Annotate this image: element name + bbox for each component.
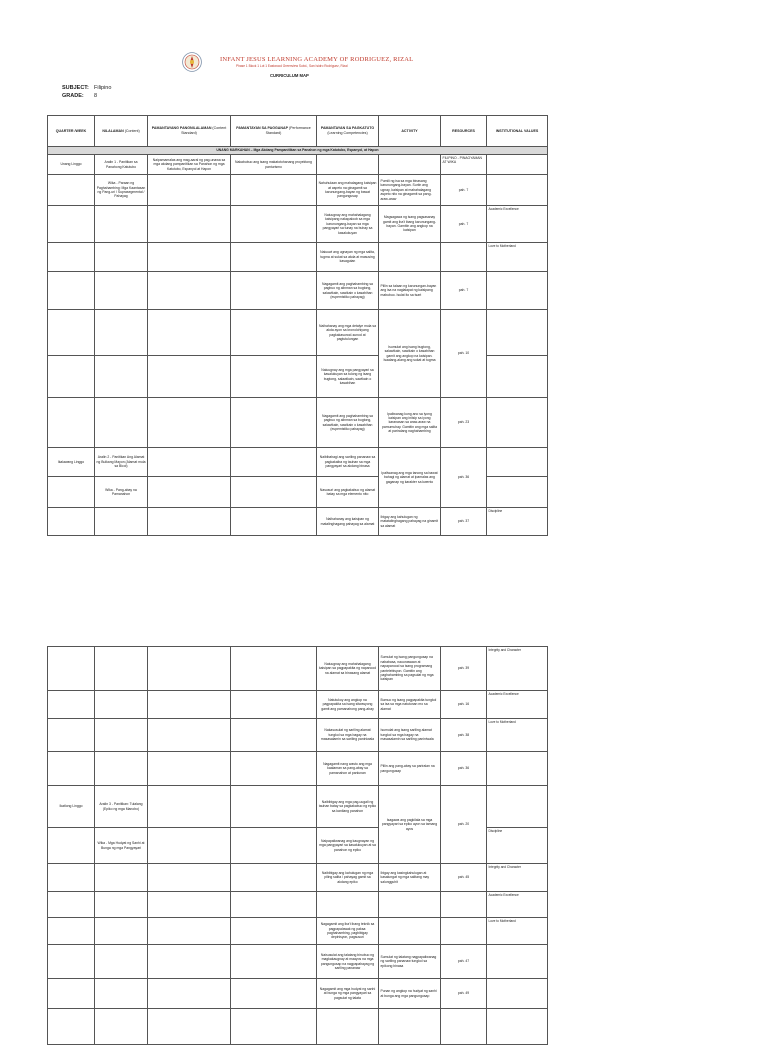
learning-cell: Nagagamit ang paghahambing sa pagbuo ng alinman sa bugtong, salawikain, sawikain o kasabihan (eupemistiko pahayag)	[317, 398, 379, 448]
curriculum-table-2	[47, 646, 548, 1045]
values-cell: Love to Motherland	[487, 243, 548, 272]
content-standard-cell	[148, 243, 231, 272]
resources-cell: pah. 36	[441, 752, 487, 786]
learning-cell: Naisusulat ang talatang binubuo ng magkakaugnay at maayos na mga pangungusap na nagpapahayag ng sariling pananaw	[317, 945, 379, 979]
table-row	[48, 508, 548, 536]
quarter-cell	[48, 691, 95, 719]
activity-cell: Isagawa ang pagkilala sa mga pangyayari sa epiko ayon sa tamang ayos	[379, 786, 441, 864]
values-cell	[487, 175, 548, 206]
content-standard-cell	[148, 310, 231, 356]
values-cell	[487, 272, 548, 310]
performance-cell	[231, 206, 317, 243]
subject-row	[62, 85, 111, 91]
content-standard-cell	[148, 647, 231, 691]
activity-cell	[379, 892, 441, 918]
performance-cell	[231, 752, 317, 786]
resources-cell: pah. 7	[441, 272, 487, 310]
table-row	[48, 1009, 548, 1045]
performance-cell	[231, 508, 317, 536]
content-standard-cell	[148, 945, 231, 979]
values-cell: Love to Motherland	[487, 719, 548, 752]
learning-cell: Naipapaliwanag ang kaugnayan ng mga pangyayari sa kasalukuyan at sa panahon ng epiko	[317, 828, 379, 864]
table-row	[48, 945, 548, 979]
table-row	[48, 691, 548, 719]
resources-cell: pah. 7	[441, 206, 487, 243]
col-content: NILALAMAN (Content)	[95, 116, 148, 147]
performance-cell	[231, 918, 317, 945]
quarter-cell	[48, 477, 95, 508]
school-name: INFANT JESUS LEARNING ACADEMY OF RODRIGUEZ, RIZAL	[220, 56, 414, 63]
resources-cell: pah. 10	[441, 310, 487, 398]
subject-label: SUBJECT:	[62, 85, 89, 91]
content-standard-cell	[148, 1009, 231, 1045]
resources-cell: FILIPINO - PINAGYAMAN AT WIKA	[441, 155, 487, 175]
learning-cell: Nagagamit ang mga hudyat ng sanhi at bunga ng mga pangyayari sa pagsulat ng talata	[317, 979, 379, 1009]
resources-cell: pah. 20	[441, 786, 487, 864]
resources-cell	[441, 892, 487, 918]
col-quarter: QUARTER /WEEK	[48, 116, 95, 147]
values-cell	[487, 398, 548, 448]
activity-cell: Isumulat ang isang bugtong, salawikain, sawikain o kasabihan gamit ang angkop na kaisipan. Isaalang-alang ang sukat at tugma	[379, 310, 441, 398]
table-row	[48, 647, 548, 691]
learning-cell	[317, 1009, 379, 1045]
activity-cell: Ipaliwanag kung ano sa iyong kaisipan ang iniisip sa iyong karanasan sa araw-araw na pamumuhay. Gamitin ang mga salita at pariralang naghahambing	[379, 398, 441, 448]
content-cell: Aralin 2 - Panitikan Ang Alamat ng Bulkang Mayon (Alamat mula sa Bicol)	[95, 448, 148, 477]
performance-cell	[231, 356, 317, 398]
activity-cell: Isumulat ang isang sariling alamat tungkol sa mga bagay na masasalamin sa sariling paniniwala	[379, 719, 441, 752]
content-standard-cell	[148, 175, 231, 206]
content-standard-cell	[148, 918, 231, 945]
activity-cell: Pillin ang pang-abay sa pariralan na pangungusap	[379, 752, 441, 786]
content-cell	[95, 356, 148, 398]
values-cell	[487, 1009, 548, 1045]
grade-value: 8	[94, 93, 98, 99]
resources-cell: pah. 36	[441, 448, 487, 508]
resources-cell	[441, 1009, 487, 1045]
table-row	[48, 864, 548, 892]
learning-cell: Naihahanay ang mga detalye mula sa akda ayon sa kronolohiyang pagkakasunod-sunod at pagtutulungan	[317, 310, 379, 356]
activity-cell: Sumulat ng talatang nagpapaliwanag ng sariling pananaw tungkol sa epikong binasa	[379, 945, 441, 979]
activity-cell: Ibigay ang kahulugan ng matatalinghagang pahayag na ginamit sa alamat	[379, 508, 441, 536]
content-cell	[95, 272, 148, 310]
learning-cell: Naiuugnay ang mahahalagang kaisipang nakapaloob sa mga karunungang-bayan sa mga pangyayari sa tunay na buhay sa kasalukuyan	[317, 206, 379, 243]
table-row	[48, 398, 548, 448]
values-cell: Integrity and Character	[487, 864, 548, 892]
learning-cell: Nagagamit ang paghahambing sa pagbuo ng alinman sa bugtong, salawikain, sawikain o kasabihan (eupemistiko pahayag)	[317, 272, 379, 310]
values-cell	[487, 752, 548, 786]
table-row	[48, 786, 548, 828]
activity-cell	[379, 155, 441, 175]
learning-cell: Naiuuwi ang ugnayan ng mga salita, tugma at sukat sa akda at masusing kasagutan	[317, 243, 379, 272]
table-row	[48, 155, 548, 175]
content-cell	[95, 508, 148, 536]
activity-cell: Magsagawa ng isang pagsasanay gamit ang iba't ibang karunungang-bayan. Gamitin ang angkop na kaisipan	[379, 206, 441, 243]
content-cell	[95, 398, 148, 448]
performance-cell	[231, 719, 317, 752]
content-cell: Wika - Paraan ng Paghahambing: Mga Kaantasan ng Pang-uri / Suprasegmental / Pahayag	[95, 175, 148, 206]
quarter-cell	[48, 892, 95, 918]
content-cell	[95, 945, 148, 979]
content-cell	[95, 979, 148, 1009]
content-standard-cell: Naipamamalas ang mag-aaral ng pag-unawa sa mga akdang pampanitikan sa Panahon ng mga Katutubo, Espanyol at Hapon	[148, 155, 231, 175]
values-cell	[487, 786, 548, 828]
table-row	[48, 979, 548, 1009]
content-standard-cell	[148, 864, 231, 892]
values-cell: Academic Excellence	[487, 892, 548, 918]
content-cell	[95, 243, 148, 272]
col-resources: RESOURCES	[441, 116, 487, 147]
content-cell: Aralin 1 - Panitikan sa Panahong Katutubo	[95, 155, 148, 175]
content-standard-cell	[148, 206, 231, 243]
resources-cell: pah. 7	[441, 175, 487, 206]
resources-cell: pah. 47	[441, 945, 487, 979]
resources-cell	[441, 918, 487, 945]
values-cell: Academic Excellence	[487, 691, 548, 719]
table-row	[48, 918, 548, 945]
content-standard-cell	[148, 828, 231, 864]
learning-cell: Nahuhulaan ang mahalagang kaisipan at aspeto na ginagamit sa karunungang-bayan ng bawat pangungusap	[317, 175, 379, 206]
resources-cell	[441, 243, 487, 272]
activity-cell: Sumulat ng isang pangungusap na nababasa, nauunawaan at napapanood sa isang programang pantelebisyon. Gamitin ang paghahambing sa pagsulat ng mga kaisipan	[379, 647, 441, 691]
table-header-row	[48, 116, 548, 147]
learning-cell: Natutukoy ang angkop na pagpapakita sa isang sitwasyong gamit ang pamanahong pang-abay	[317, 691, 379, 719]
learning-cell	[317, 892, 379, 918]
content-standard-cell	[148, 477, 231, 508]
content-cell	[95, 647, 148, 691]
table-row	[48, 310, 548, 356]
performance-cell	[231, 310, 317, 356]
performance-cell	[231, 647, 317, 691]
performance-cell	[231, 979, 317, 1009]
content-cell	[95, 691, 148, 719]
content-cell	[95, 1009, 148, 1045]
learning-cell: Naibibigay ang kahulugan ng mga piling salita / pahayag gamit sa akdang epiko	[317, 864, 379, 892]
content-standard-cell	[148, 719, 231, 752]
table-row	[48, 752, 548, 786]
learning-cell: Naiuugnay ang mga pangyayari sa kasalukuyan sa tulong ng isang bugtong, salawikain, sawikain o kasabihan	[317, 356, 379, 398]
activity-cell	[379, 1009, 441, 1045]
values-cell: Love to Motherland	[487, 918, 548, 945]
col-institutional-values: INSTITUTIONAL VALUES	[487, 116, 548, 147]
quarter-cell	[48, 243, 95, 272]
performance-cell: Nakabubuo ang isang makatotohanang proyektong panturismo	[231, 155, 317, 175]
col-performance-standard: PAMANTAYAN SA PAGGANAP (Performance Standard)	[231, 116, 317, 147]
quarter-cell	[48, 979, 95, 1009]
table-row	[48, 243, 548, 272]
curriculum-table-1	[47, 115, 548, 536]
grade-label: GRADE:	[62, 93, 84, 99]
activity-cell: Punan ng angkop na hudyat ng sanhi at bunga ang mga pangungusap	[379, 979, 441, 1009]
performance-cell	[231, 892, 317, 918]
activity-cell: Bumuo ng isang pagpapakita tungkol sa isa sa mga natutunan mo sa alamat	[379, 691, 441, 719]
activity-cell: Pumili ng isa sa mga binasang karunungang-bayan. Suriin ang ugnay, kaisipan at mahahalagang aspeto nito na ginagamit sa pang-araw-araw	[379, 175, 441, 206]
content-cell: Wika - Pang-abay na Pamanahon	[95, 477, 148, 508]
resources-cell: pah. 38	[441, 719, 487, 752]
table-row	[48, 272, 548, 310]
quarter-section-row	[48, 147, 548, 155]
resources-cell: pah. 49	[441, 979, 487, 1009]
quarter-cell	[48, 206, 95, 243]
resources-cell: pah. 39	[441, 647, 487, 691]
quarter-cell	[48, 1009, 95, 1045]
resources-cell: pah. 23	[441, 398, 487, 448]
values-cell	[487, 310, 548, 356]
values-cell	[487, 155, 548, 175]
learning-cell: Naibibigay ang mga pag-uugali ng tauhan batay sa pagkakabuo ng epiko sa kanilang panahon	[317, 786, 379, 828]
school-seal-icon	[182, 52, 202, 72]
performance-cell	[231, 477, 317, 508]
performance-cell	[231, 1009, 317, 1045]
learning-cell: Nagagamit ang iba't ibang teknik sa pagpapalawak ng paksa: paghahambing, pagbibigay depinisyon, pagsusuri	[317, 918, 379, 945]
quarter-cell	[48, 310, 95, 356]
values-cell	[487, 356, 548, 398]
performance-cell	[231, 243, 317, 272]
quarter-cell	[48, 398, 95, 448]
quarter-cell	[48, 719, 95, 752]
table-row	[48, 175, 548, 206]
quarter-cell	[48, 828, 95, 864]
quarter-cell	[48, 945, 95, 979]
quarter-section-title: UNANG MARKAHAN – Mga Akdang Pampanitikan sa Panahon ng mga Katutubo, Espanyol, at Hapon	[48, 147, 548, 155]
content-standard-cell	[148, 752, 231, 786]
content-cell	[95, 864, 148, 892]
content-cell: Wika - Mga Hudyat ng Sanhi at Bunga ng mga Pangyayari	[95, 828, 148, 864]
table-row	[48, 448, 548, 477]
performance-cell	[231, 691, 317, 719]
quarter-cell	[48, 864, 95, 892]
content-standard-cell	[148, 272, 231, 310]
learning-cell: Naiuugnay ang mahahalagang kaisipan sa pagpapakita ng napanood na alamat sa binasang alamat	[317, 647, 379, 691]
performance-cell	[231, 828, 317, 864]
quarter-cell	[48, 508, 95, 536]
learning-cell: Nasusuri ang pagkakabuo ng alamat batay sa mga elemento nito	[317, 477, 379, 508]
col-content-standard: PAMANTAYANG PANGNILALAMAN (Content Standard)	[148, 116, 231, 147]
activity-cell	[379, 243, 441, 272]
learning-cell: Nakasusulat ng sariling alamat tungkol sa mga bagay na masasalamin sa sariling paniniwala	[317, 719, 379, 752]
table-row	[48, 892, 548, 918]
performance-cell	[231, 864, 317, 892]
values-cell: Discipline	[487, 828, 548, 864]
resources-cell: pah. 45	[441, 864, 487, 892]
content-cell	[95, 719, 148, 752]
performance-cell	[231, 786, 317, 828]
learning-cell: Naihahanay ang kaisipan ng matalinghagang pahayag sa alamat	[317, 508, 379, 536]
quarter-cell	[48, 918, 95, 945]
activity-cell	[379, 918, 441, 945]
content-standard-cell	[148, 448, 231, 477]
content-cell	[95, 752, 148, 786]
quarter-cell: Ikatlong Linggo	[48, 786, 95, 828]
performance-cell	[231, 448, 317, 477]
table-row	[48, 206, 548, 243]
values-cell	[487, 477, 548, 508]
activity-cell: Ipaliwanag ang mga tanong sa bawat bahagi ng alamat at ipamalas ang gaganap ng karakter sa kwento	[379, 448, 441, 508]
school-address: Phase 1 Block 1 Lot 1 Eastwood Greenview Subd., San Isidro Rodriguez, Rizal	[236, 64, 348, 68]
content-standard-cell	[148, 691, 231, 719]
content-standard-cell	[148, 356, 231, 398]
values-cell: Academic Excellence	[487, 206, 548, 243]
activity-cell: Ibigay ang kasingkahulugan at kasalungat ng mga salitang may salungguhit	[379, 864, 441, 892]
quarter-cell: Unang Linggo	[48, 155, 95, 175]
values-cell: Integrity and Character	[487, 647, 548, 691]
document-title: CURRICULUM MAP	[270, 73, 309, 78]
content-standard-cell	[148, 398, 231, 448]
col-learning-competencies: PAMANTAYAN SA PAGKATUTO (Learning Competencies)	[317, 116, 379, 147]
values-cell	[487, 945, 548, 979]
activity-cell: Pillin sa talaan ng karunungan-bayan ang isa na naglalapat ng kaisipang mabubuo. Isulat ito sa tsart	[379, 272, 441, 310]
performance-cell	[231, 272, 317, 310]
quarter-cell	[48, 356, 95, 398]
content-cell: Aralin 3 - Panitikan: Tulalang (Epiko ng mga Manobo)	[95, 786, 148, 828]
col-activity: ACTIVITY	[379, 116, 441, 147]
resources-cell: pah. 37	[441, 508, 487, 536]
performance-cell	[231, 945, 317, 979]
content-cell	[95, 892, 148, 918]
subject-value: Filipino	[94, 85, 112, 91]
learning-cell	[317, 155, 379, 175]
quarter-cell: Ikalawang Linggo	[48, 448, 95, 477]
content-standard-cell	[148, 786, 231, 828]
content-cell	[95, 918, 148, 945]
content-cell	[95, 310, 148, 356]
content-cell	[95, 206, 148, 243]
values-cell	[487, 979, 548, 1009]
quarter-cell	[48, 175, 95, 206]
quarter-cell	[48, 647, 95, 691]
content-standard-cell	[148, 892, 231, 918]
content-standard-cell	[148, 979, 231, 1009]
performance-cell	[231, 175, 317, 206]
learning-cell: Naibibahagi ang sariling pananaw sa pagkakaiba ng tauhan sa mga pangyayari sa akdang binasa	[317, 448, 379, 477]
content-standard-cell	[148, 508, 231, 536]
values-cell: Discipline	[487, 508, 548, 536]
performance-cell	[231, 398, 317, 448]
quarter-cell	[48, 752, 95, 786]
learning-cell: Nagagamit nang wasto ang mga kaalaman sa pang-abay sa pamanahon at panlunan	[317, 752, 379, 786]
table-row	[48, 719, 548, 752]
resources-cell: pah. 16	[441, 691, 487, 719]
grade-row	[62, 93, 97, 99]
quarter-cell	[48, 272, 95, 310]
values-cell	[487, 448, 548, 477]
